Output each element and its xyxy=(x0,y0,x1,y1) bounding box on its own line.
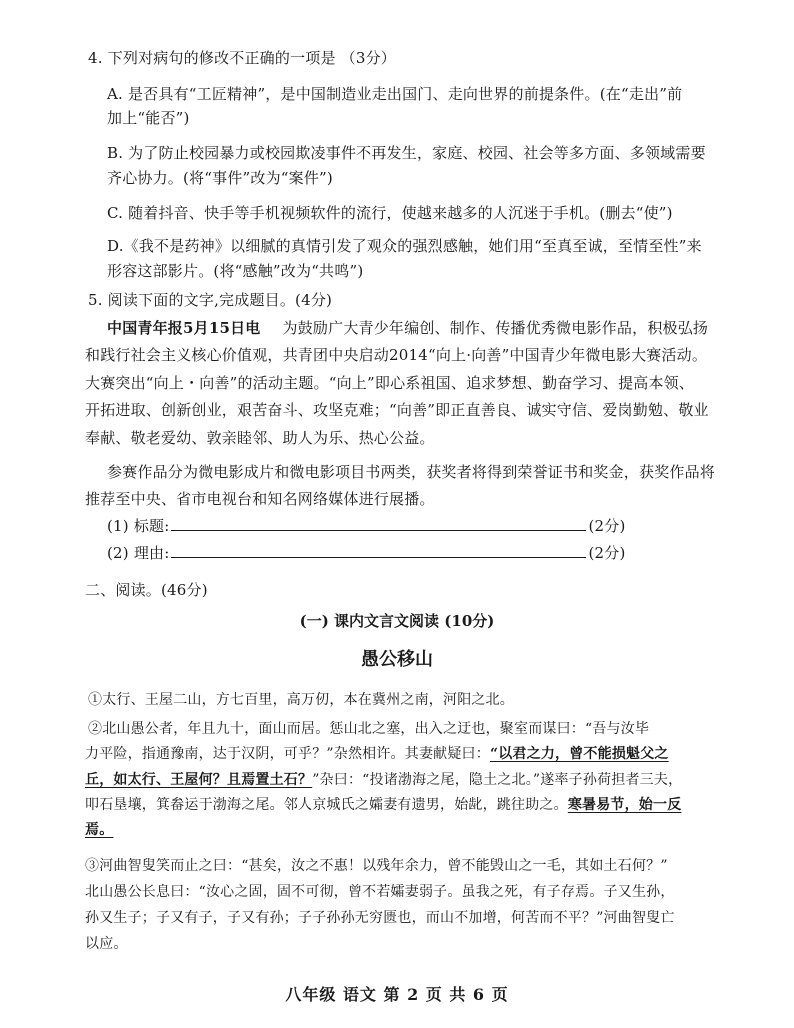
page-footer: 八年级 语文 第 2 页 共 6 页 xyxy=(285,985,509,1004)
q5-blank1-label: (1) 标题: xyxy=(107,517,170,535)
q4-option-a-line1: A. 是否具有“工匠精神”，是中国制造业走出国门、走向世界的前提条件。(在“走出”前 xyxy=(107,85,683,103)
q5-para1-line1 xyxy=(107,318,708,338)
q5-blank1-row xyxy=(107,515,626,536)
q4-stem: 4. 下列对病句的修改不正确的一项是 （3分） xyxy=(88,49,396,67)
passage-para2-line2-a: 力平险，指通豫南，达于汉阴，可乎？”杂然相许。其妻献疑曰： xyxy=(85,746,490,762)
passage-para2-line4 xyxy=(85,795,681,815)
q5-para2-line1: 参赛作品分为微电影成片和微电影项目书两类，获奖者将得到荣誉证书和奖金，获奖作品将 xyxy=(107,463,716,481)
passage-para3-line4: 以应。 xyxy=(85,936,128,952)
passage-para2-line5 xyxy=(85,820,113,840)
passage-para2-line4-a: 叩石垦壤，箕畚运于渤海之尾。邻人京城氏之孀妻有遗男，始龀，跳往助之。 xyxy=(85,797,568,813)
passage-underlined-quote-2: 丘，如太行、王屋何？且焉置土石？ xyxy=(85,772,313,788)
section2-subheading: (一) 课内文言文阅读 (10分) xyxy=(299,612,495,630)
q5-para1-line4: 开拓进取、创新创业，艰苦奋斗、攻坚克难；“向善”即正直善良、诚实守信、爱岗勤勉、敬业 xyxy=(85,401,709,419)
q5-dateline: 中国青年报5月15日电 xyxy=(107,319,261,337)
q5-para2-line2: 推荐至中央、省市电视台和知名网络媒体进行展播。 xyxy=(85,490,435,508)
q5-para1-line2: 和践行社会主义核心价值观，共青团中央启动2014“向上·向善”中国青少年微电影大赛活动。 xyxy=(85,346,708,364)
passage-para2-line3 xyxy=(85,770,682,790)
q5-blank1-line[interactable] xyxy=(171,515,586,531)
passage-para3-line2: 北山愚公长息曰：“汝心之固，固不可彻，曾不若孀妻弱子。虽我之死，有子存焉。子又生孙， xyxy=(85,884,675,900)
q5-para1-line3: 大赛突出“向上・向善”的活动主题。“向上”即心系祖国、追求梦想、勤奋学习、提高本领、 xyxy=(85,374,695,392)
q4-option-b-line1: B. 为了防止校园暴力或校园欺凌事件不再发生，家庭、校园、社会等多方面、多领域需要 xyxy=(107,144,706,162)
q5-para1-line1-text: 为鼓励广大青少年编创、制作、传播优秀微电影作品，积极弘扬 xyxy=(282,319,709,337)
passage-para2-line3-b: ”杂曰：“投诸渤海之尾，隐土之北。”遂率子孙荷担者三夫， xyxy=(312,772,683,788)
q5-blank2-row xyxy=(107,542,626,563)
section2-heading: 二、阅读。(46分) xyxy=(85,581,208,599)
q5-blank2-line[interactable] xyxy=(171,542,586,558)
q4-option-b-line2: 齐心协力。(将“事件”改为“案件”) xyxy=(107,169,333,187)
passage-title: 愚公移山 xyxy=(361,649,433,670)
passage-para1: ①太行、王屋二山，方七百里，高万仞，本在冀州之南，河阳之北。 xyxy=(88,692,514,708)
q4-option-a-line2: 加上“能否”) xyxy=(107,109,190,127)
passage-para2-line2 xyxy=(85,744,669,764)
q5-blank2-label: (2) 理由: xyxy=(107,544,170,562)
passage-para2-line1: ②北山愚公者，年且九十，面山而居。惩山北之塞，出入之迂也，聚室而谋曰：“吾与汝毕 xyxy=(88,721,650,737)
q5-blank2-score: (2分) xyxy=(588,544,626,562)
q4-option-c: C. 随着抖音、快手等手机视频软件的流行，使越来越多的人沉迷于手机。(删去“使”) xyxy=(107,204,673,222)
passage-underlined-phrase: 寒暑易节，始一反 xyxy=(567,797,682,813)
passage-underlined-phrase-end: 焉。 xyxy=(85,822,114,838)
q5-stem: 5. 阅读下面的文字,完成题目。(4分) xyxy=(88,291,333,309)
q5-blank1-score: (2分) xyxy=(588,517,626,535)
q4-option-d-line1: D.《我不是药神》以细腻的真情引发了观众的强烈感触，她们用“至真至诚，至情至性”来 xyxy=(107,237,702,255)
passage-para3-line3: 孙又生子；子又有子，子又有孙；子子孙孙无穷匮也，而山不加增，何苦而不平？”河曲智叟亡 xyxy=(85,910,675,926)
passage-underlined-quote-1: “以君之力，曾不能损魁父之 xyxy=(489,746,669,762)
q4-option-d-line2: 形容这部影片。(将“感触”改为“共鸣”) xyxy=(107,262,364,280)
passage-para3-line1: ③河曲智叟笑而止之曰：“甚矣，汝之不惠！以残年余力，曾不能毁山之一毛，其如土石何？” xyxy=(85,858,668,874)
q5-para1-line5: 奉献、敬老爱幼、敦亲睦邻、助人为乐、热心公益。 xyxy=(85,429,435,447)
